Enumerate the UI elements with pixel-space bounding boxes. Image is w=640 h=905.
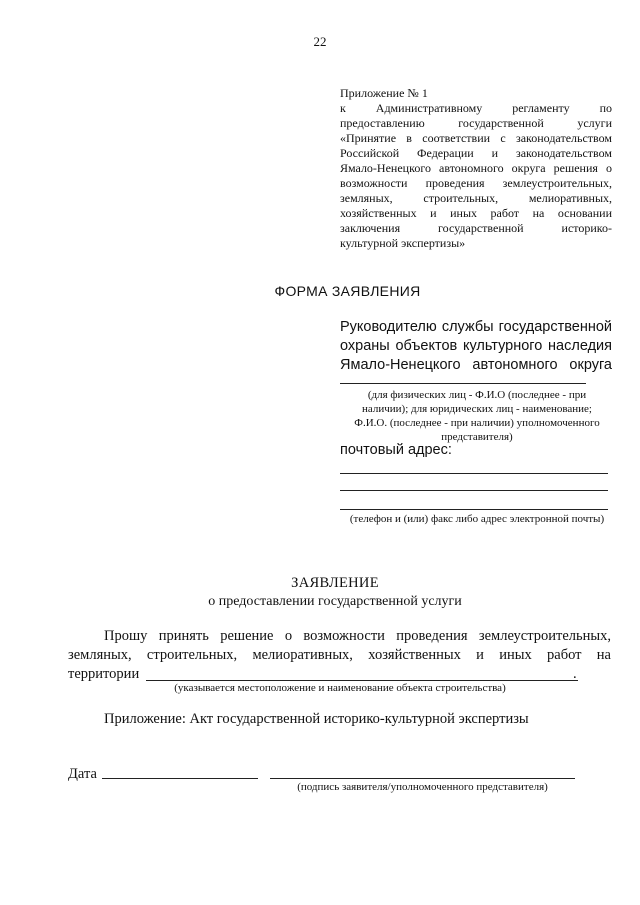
territory-label: территории — [68, 666, 140, 682]
attachment-text: Приложение: Акт государственной историко-культурной экспертизы — [104, 711, 529, 727]
appendix-line: к Административному регламенту по — [340, 101, 612, 115]
applicant-hint: (для физических лиц - Ф.И.О (последнее - при наличии); для юридических лиц - наименование; Ф.И.О. (последнее - при наличии) уполномоченного представителя) — [354, 389, 600, 443]
signature-input-line[interactable] — [270, 778, 575, 779]
appendix-line: земляных, строительных, мелиоративных, — [340, 191, 612, 205]
date-input-line[interactable] — [102, 778, 258, 779]
addressee-line: Ямало-Ненецкого автономного округа — [340, 357, 612, 373]
appendix-reference — [340, 86, 612, 251]
request-subtitle: о предоставлении государственной услуги — [208, 594, 462, 609]
postal-address-label: почтовый адрес: — [340, 442, 452, 458]
applicant-name-line[interactable] — [340, 383, 586, 384]
territory-hint: (указывается местоположение и наименование объекта строительства) — [174, 682, 506, 694]
addressee-line: Руководителю службы государственной — [340, 319, 612, 335]
postal-address-line-2[interactable] — [340, 490, 608, 491]
page-number: 22 — [313, 34, 327, 49]
form-title: ФОРМА ЗАЯВЛЕНИЯ — [274, 283, 421, 299]
appendix-line: культурной экспертизы» — [340, 236, 466, 250]
appendix-line: Приложение № 1 — [340, 86, 428, 100]
date-label: Дата — [68, 766, 97, 782]
territory-period: . — [573, 666, 577, 682]
postal-address-line-1[interactable] — [340, 473, 608, 474]
appendix-line: заключения государственной историко- — [340, 221, 612, 235]
request-body — [68, 627, 611, 684]
request-line-1: Прошу принять решение о возможности проведения землеустроительных, — [104, 628, 611, 644]
request-title: ЗАЯВЛЕНИЕ — [291, 575, 379, 591]
appendix-line: хозяйственных и иных работ на основании — [340, 206, 612, 220]
appendix-line: предоставлению государственной услуги — [340, 116, 612, 130]
appendix-line: «Принятие в соответствии с законодательством — [340, 131, 612, 145]
request-line-2: земляных, строительных, мелиоративных, хозяйственных и иных работ на — [68, 647, 611, 663]
appendix-line: Ямало-Ненецкого автономного округа решения о — [340, 161, 612, 175]
appendix-line: возможности проведения землеустроительных, — [340, 176, 612, 190]
addressee-block — [340, 318, 612, 375]
addressee-line: охраны объектов культурного наследия — [340, 338, 612, 354]
contact-line[interactable] — [340, 509, 608, 510]
appendix-line: Российской Федерации и законодательством — [340, 146, 612, 160]
contact-hint: (телефон и (или) факс либо адрес электронной почты) — [349, 513, 605, 525]
territory-input-line[interactable] — [146, 680, 578, 681]
signature-hint: (подпись заявителя/уполномоченного представителя) — [297, 781, 548, 793]
